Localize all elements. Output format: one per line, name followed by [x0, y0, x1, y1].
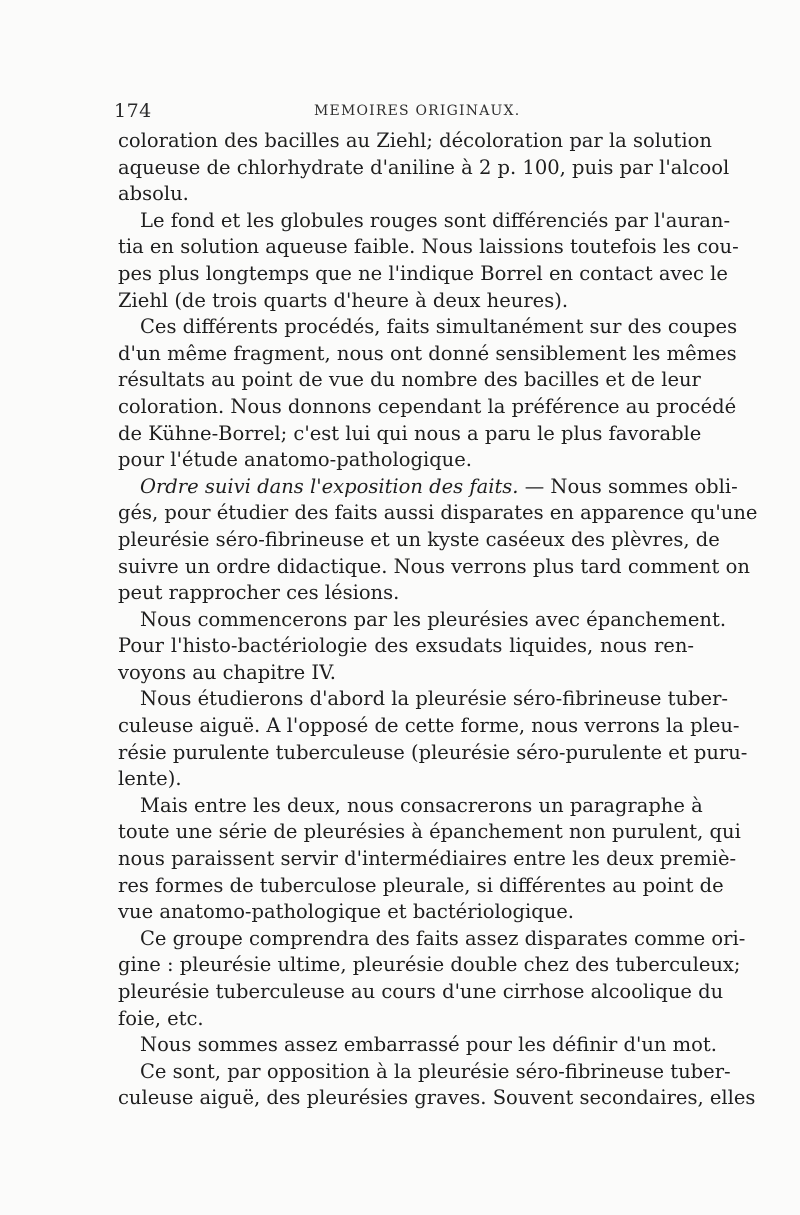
text-line: culeuse aiguë, des pleurésies graves. Souvent secondaires, elles — [118, 1086, 756, 1110]
text-line: gés, pour étudier des faits aussi disparates en apparence qu'une — [118, 501, 758, 525]
paragraph-start-line: Nous étudierons d'abord la pleurésie séro-fibrineuse tuber- — [140, 687, 728, 711]
text-line: pleurésie séro-fibrineuse et un kyste caséeux des plèvres, de — [118, 527, 720, 551]
paragraph-start-line: Nous commencerons par les pleurésies avec épanchement. — [140, 607, 727, 631]
text-line: res formes de tuberculose pleurale, si différentes au point de — [118, 873, 724, 897]
text-line: résie purulente tuberculeuse (pleurésie séro-purulente et puru- — [118, 740, 748, 764]
text-line: culeuse aiguë. A l'opposé de cette forme, nous verrons la pleu- — [118, 714, 740, 738]
text-line: coloration. Nous donnons cependant la préférence au procédé — [118, 394, 737, 418]
text-line: nous paraissent servir d'intermédiaires entre les deux premiè- — [118, 847, 737, 871]
text-line: coloration des bacilles au Ziehl; décoloration par la solution — [118, 129, 712, 152]
body-text — [118, 128, 758, 1112]
text-line: tia en solution aqueuse faible. Nous laissions toutefois les cou- — [118, 235, 739, 259]
text-line: Ziehl (de trois quarts d'heure à deux heures). — [118, 288, 569, 312]
text-line: foie, etc. — [118, 1006, 204, 1030]
section-heading-italic: Ordre suivi dans l'exposition des faits. — [140, 474, 519, 498]
text-line: suivre un ordre didactique. Nous verrons plus tard comment on — [118, 554, 750, 578]
text-line: Pour l'histo-bactériologie des exsudats liquides, nous ren- — [118, 634, 694, 658]
text-line: lente). — [118, 767, 182, 791]
text-line: pes plus longtemps que ne l'indique Borrel en contact avec le — [118, 261, 728, 285]
text-line: pour l'étude anatomo-pathologique. — [118, 448, 472, 472]
paragraph-start-line: Ces différents procédés, faits simultanément sur des coupes — [140, 315, 738, 339]
paragraph-start-line: Ce sont, par opposition à la pleurésie séro-fibrineuse tuber- — [140, 1059, 731, 1083]
text-line: voyons au chapitre IV. — [118, 660, 336, 684]
paragraph-start-line: Nous sommes assez embarrassé pour les définir d'un mot. — [140, 1033, 717, 1057]
text-line: de Kühne-Borrel; c'est lui qui nous a paru le plus favorable — [118, 421, 702, 445]
section-heading-line: Ordre suivi dans l'exposition des faits. — Nous sommes obli- — [140, 474, 738, 498]
text-line: résultats au point de vue du nombre des bacilles et de leur — [118, 368, 701, 392]
text-line: d'un même fragment, nous ont donné sensiblement les mêmes — [118, 341, 737, 365]
text-line: toute une série de pleurésies à épanchement non purulent, qui — [118, 820, 741, 844]
text-line: vue anatomo-pathologique et bactériologique. — [118, 900, 574, 924]
paragraph-start-line: Le fond et les globules rouges sont différenciés par l'auran- — [140, 208, 731, 232]
text-line: aqueuse de chlorhydrate d'aniline à 2 p. 100, puis par l'alcool — [118, 155, 730, 179]
text-line: absolu. — [118, 182, 189, 206]
running-head: MEMOIRES ORIGINAUX. — [314, 103, 521, 119]
text-line: pleurésie tuberculeuse au cours d'une cirrhose alcoolique du — [118, 980, 724, 1003]
text-line: gine : pleurésie ultime, pleurésie double chez des tuberculeux; — [118, 953, 741, 977]
paragraph-start-line: Ce groupe comprendra des faits assez disparates comme ori- — [140, 926, 746, 950]
text-line: peut rapprocher ces lésions. — [118, 581, 400, 605]
paragraph-start-line: Mais entre les deux, nous consacrerons un paragraphe à — [140, 793, 703, 817]
page-header — [112, 100, 700, 126]
page-number: 174 — [114, 100, 152, 122]
